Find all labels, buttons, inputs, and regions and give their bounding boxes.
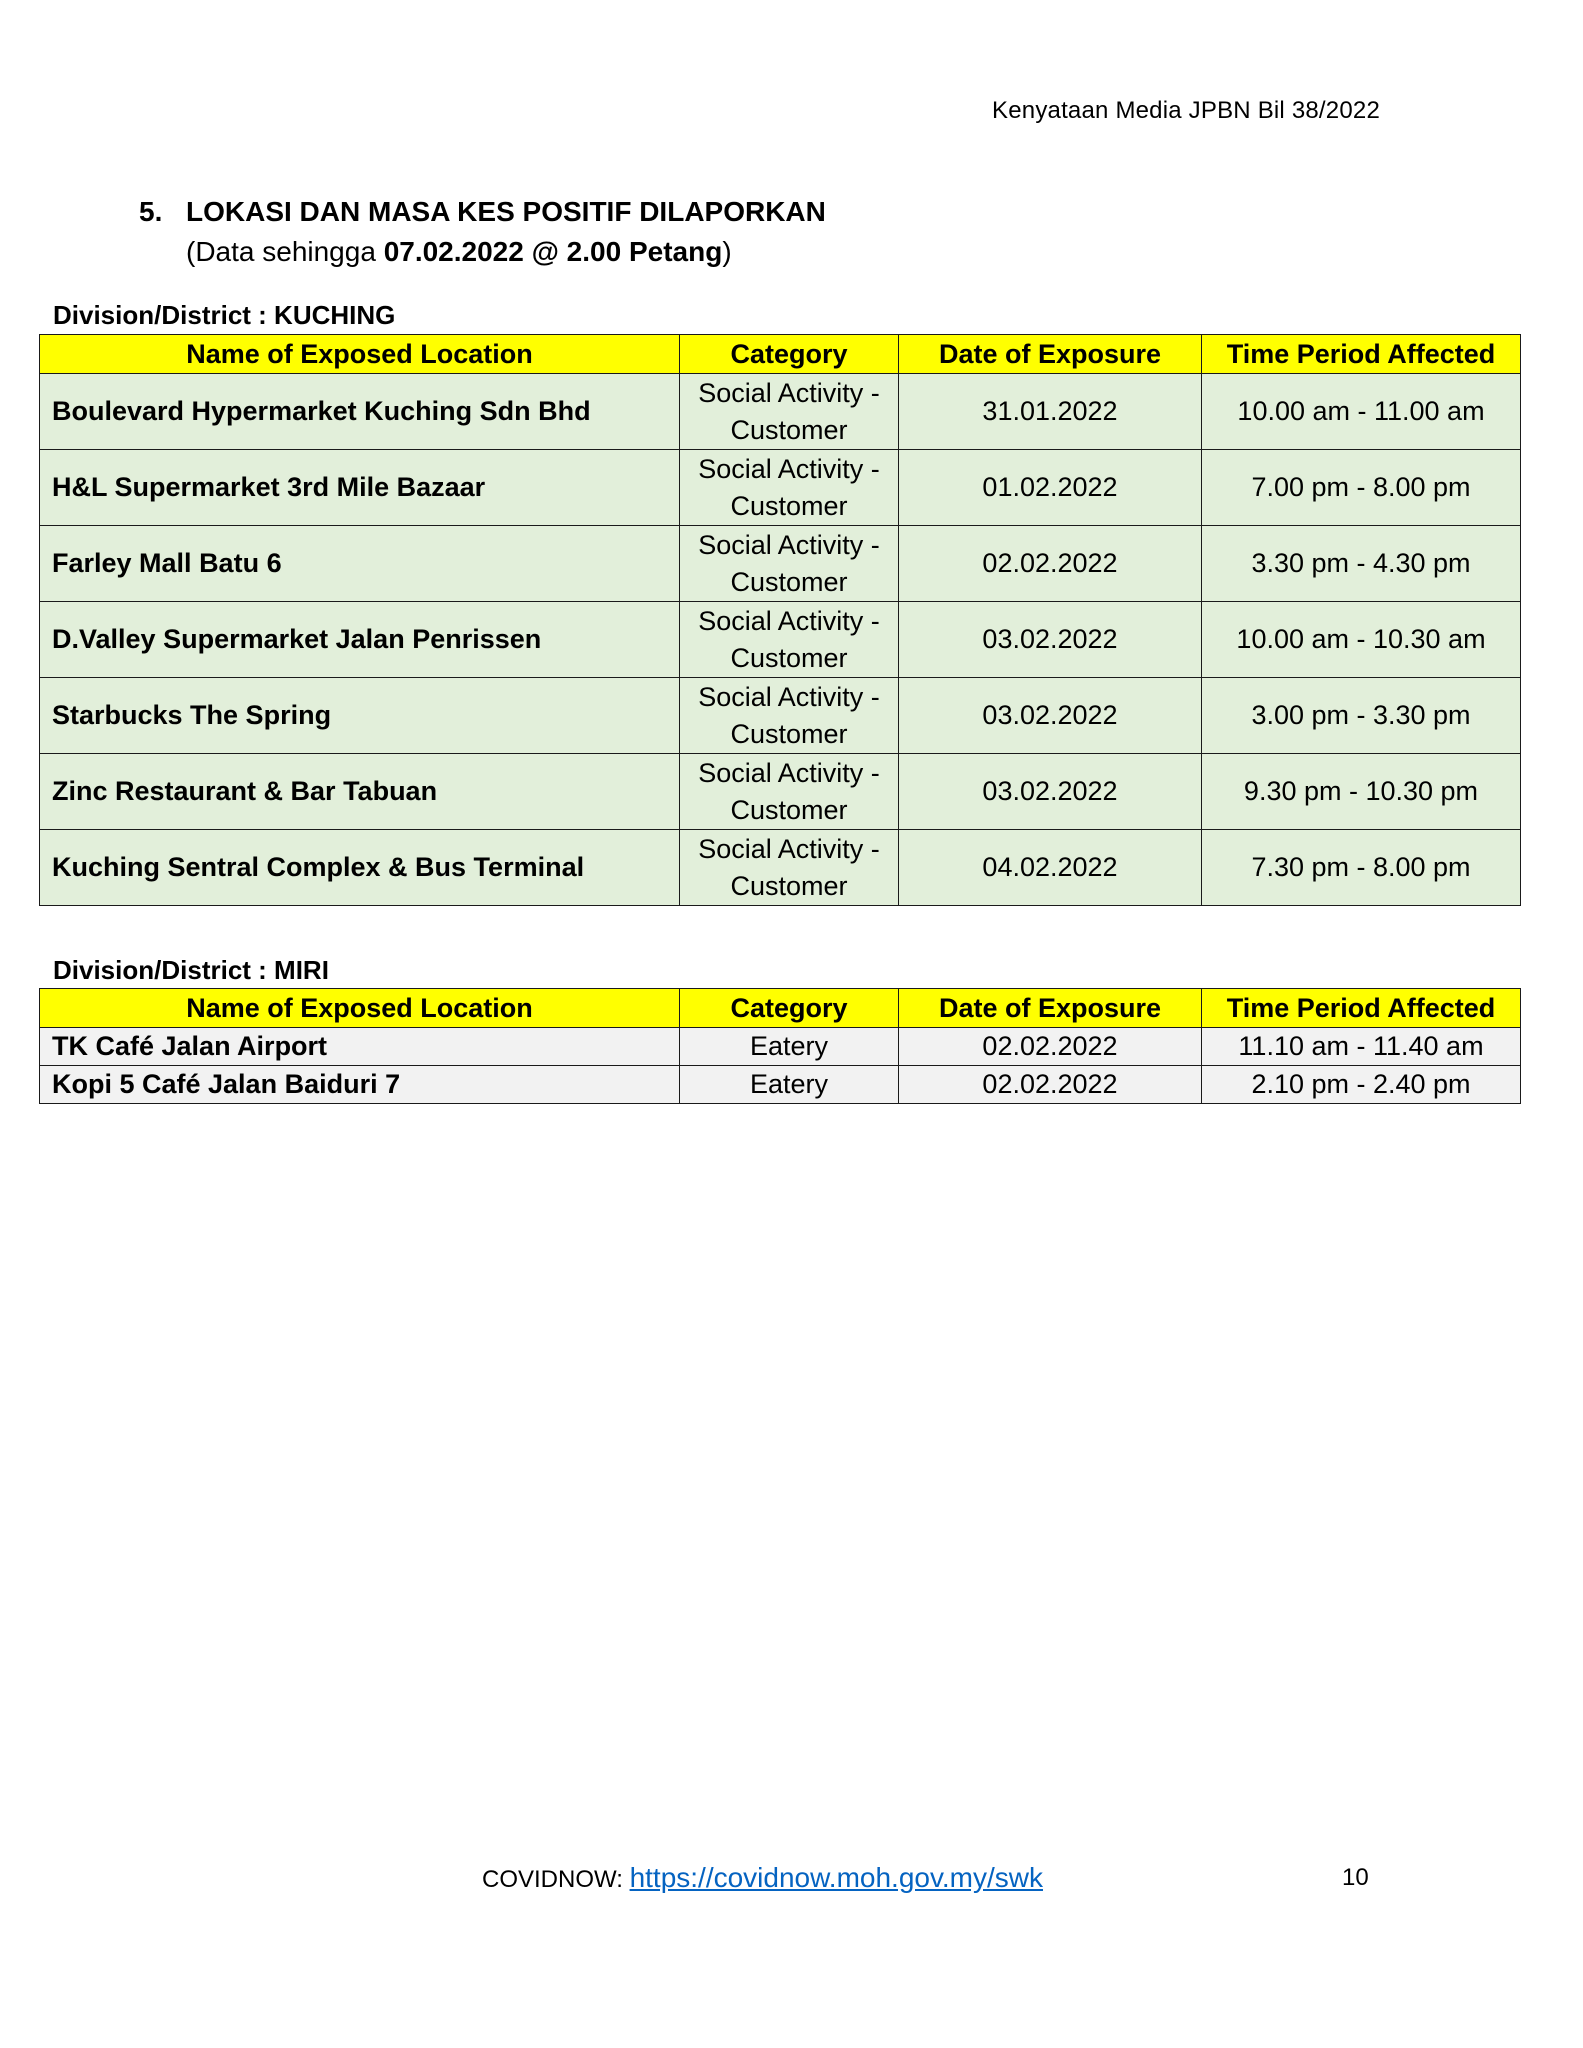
- column-header-time: Time Period Affected: [1202, 989, 1521, 1028]
- subtitle-suffix: ): [722, 236, 732, 267]
- category-cell: Eatery: [680, 1028, 899, 1066]
- category-cell: Social Activity - Customer: [680, 830, 899, 906]
- district-name: KUCHING: [274, 300, 396, 330]
- location-cell: D.Valley Supermarket Jalan Penrissen: [40, 602, 680, 678]
- date-cell: 04.02.2022: [899, 830, 1202, 906]
- district-label-prefix: Division/District :: [53, 955, 275, 985]
- subtitle-prefix: (Data sehingga: [186, 236, 384, 267]
- date-cell: 03.02.2022: [899, 678, 1202, 754]
- time-cell: 10.00 am - 10.30 am: [1202, 602, 1521, 678]
- category-cell: Social Activity - Customer: [680, 374, 899, 450]
- time-cell: 7.00 pm - 8.00 pm: [1202, 450, 1521, 526]
- time-cell: 11.10 am - 11.40 am: [1202, 1028, 1521, 1066]
- category-cell: Social Activity - Customer: [680, 602, 899, 678]
- time-cell: 7.30 pm - 8.00 pm: [1202, 830, 1521, 906]
- location-cell: Zinc Restaurant & Bar Tabuan: [40, 754, 680, 830]
- table-row: [40, 526, 1521, 602]
- time-cell: 3.30 pm - 4.30 pm: [1202, 526, 1521, 602]
- time-cell: 9.30 pm - 10.30 pm: [1202, 754, 1521, 830]
- exposure-table-kuching: [39, 334, 1521, 906]
- category-cell: Social Activity - Customer: [680, 678, 899, 754]
- district-label-kuching: [53, 300, 395, 331]
- column-header-location: Name of Exposed Location: [40, 989, 680, 1028]
- footer: [482, 1862, 1043, 1894]
- column-header-time: Time Period Affected: [1202, 335, 1521, 374]
- date-cell: 03.02.2022: [899, 754, 1202, 830]
- page-number: 10: [1342, 1864, 1369, 1891]
- subtitle-date: 07.02.2022 @ 2.00 Petang: [383, 236, 723, 267]
- column-header-category: Category: [680, 989, 899, 1028]
- table-row: [40, 830, 1521, 906]
- covidnow-link[interactable]: https://covidnow.moh.gov.my/swk: [629, 1862, 1043, 1893]
- table-row: [40, 754, 1521, 830]
- category-cell: Social Activity - Customer: [680, 450, 899, 526]
- table-row: [40, 678, 1521, 754]
- column-header-category: Category: [680, 335, 899, 374]
- time-cell: 3.00 pm - 3.30 pm: [1202, 678, 1521, 754]
- table-header-row: [40, 335, 1521, 374]
- column-header-date: Date of Exposure: [899, 335, 1202, 374]
- table-row: [40, 1028, 1521, 1066]
- exposure-table-miri: [39, 988, 1521, 1104]
- location-cell: Farley Mall Batu 6: [40, 526, 680, 602]
- date-cell: 01.02.2022: [899, 450, 1202, 526]
- section-title-text: LOKASI DAN MASA KES POSITIF DILAPORKAN: [186, 196, 826, 227]
- date-cell: 02.02.2022: [899, 526, 1202, 602]
- category-cell: Social Activity - Customer: [680, 754, 899, 830]
- section-title: [139, 192, 826, 232]
- table-header-row: [40, 989, 1521, 1028]
- section-subtitle: [139, 232, 826, 272]
- table-row: [40, 450, 1521, 526]
- location-cell: Boulevard Hypermarket Kuching Sdn Bhd: [40, 374, 680, 450]
- table-row: [40, 1066, 1521, 1104]
- location-cell: Starbucks The Spring: [40, 678, 680, 754]
- location-cell: Kopi 5 Café Jalan Baiduri 7: [40, 1066, 680, 1104]
- location-cell: H&L Supermarket 3rd Mile Bazaar: [40, 450, 680, 526]
- table-row: [40, 374, 1521, 450]
- location-cell: TK Café Jalan Airport: [40, 1028, 680, 1066]
- category-cell: Eatery: [680, 1066, 899, 1104]
- column-header-date: Date of Exposure: [899, 989, 1202, 1028]
- district-label-miri: [53, 955, 329, 986]
- location-cell: Kuching Sentral Complex & Bus Terminal: [40, 830, 680, 906]
- date-cell: 02.02.2022: [899, 1028, 1202, 1066]
- time-cell: 10.00 am - 11.00 am: [1202, 374, 1521, 450]
- section-number: 5.: [139, 196, 163, 227]
- section-heading: [139, 192, 826, 272]
- footer-prefix: COVIDNOW:: [482, 1866, 630, 1893]
- date-cell: 31.01.2022: [899, 374, 1202, 450]
- column-header-location: Name of Exposed Location: [40, 335, 680, 374]
- district-name: MIRI: [274, 955, 329, 985]
- district-label-prefix: Division/District :: [53, 300, 275, 330]
- time-cell: 2.10 pm - 2.40 pm: [1202, 1066, 1521, 1104]
- table-row: [40, 602, 1521, 678]
- date-cell: 02.02.2022: [899, 1066, 1202, 1104]
- document-reference: Kenyataan Media JPBN Bil 38/2022: [992, 97, 1380, 124]
- date-cell: 03.02.2022: [899, 602, 1202, 678]
- category-cell: Social Activity - Customer: [680, 526, 899, 602]
